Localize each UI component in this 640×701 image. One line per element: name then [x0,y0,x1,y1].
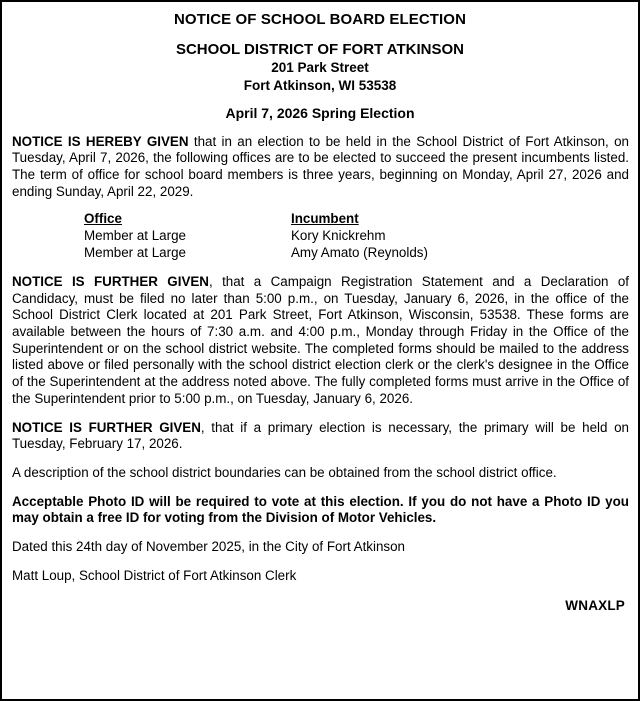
address-street: 201 Park Street [271,60,369,76]
election-date-line: April 7, 2026 Spring Election [225,104,415,121]
photo-id-text: Acceptable Photo ID will be required to vote at this election. If you do not have a Photo ID you may obtain a free ID for voting from the Division of Motor Vehicles. [12,493,629,526]
table-row [84,228,428,245]
column-header-incumbent: Incumbent [291,211,359,227]
table-header-row [84,211,428,228]
further-given-2-lead: NOTICE IS FURTHER GIVEN [12,419,201,435]
hereby-given-lead: NOTICE IS HEREBY GIVEN [12,133,189,149]
paragraph-hereby-given [12,134,629,201]
office-incumbent-table [84,211,428,262]
cell-office: Member at Large [84,245,186,261]
further-given-2-body: , that if a primary election is necessary, the primary will be held on Tuesday, February 17, 2026. [12,419,630,452]
column-header-office: Office [84,211,122,227]
further-given-1-lead: NOTICE IS FURTHER GIVEN [12,274,209,290]
paragraph-photo-id-requirement [12,494,629,527]
paragraph-dated: Dated this 24th day of November 2025, in the City of Fort Atkinson [12,538,406,554]
page-title: NOTICE OF SCHOOL BOARD ELECTION [174,11,466,28]
cell-incumbent: Amy Amato (Reynolds) [291,245,428,261]
notice-header [11,11,629,122]
address-city-state-zip: Fort Atkinson, WI 53538 [243,77,397,93]
district-name: SCHOOL DISTRICT OF FORT ATKINSON [175,41,465,58]
paragraph-further-given-filing [12,274,629,408]
cell-office: Member at Large [84,228,186,244]
publication-code: WNAXLP [565,598,625,614]
cell-incumbent: Kory Knickrehm [291,228,386,244]
paragraph-clerk-signature: Matt Loup, School District of Fort Atkinson Clerk [12,567,297,583]
paragraph-district-boundaries: A description of the school district boundaries can be obtained from the school district office. [12,464,557,480]
table-row [84,245,428,262]
paragraph-further-given-primary [12,420,629,453]
hereby-given-body: that in an election to be held in the School District of Fort Atkinson, on Tuesday, April 7, 2026, the following offices are to be elected to succeed the present incumbents listed. The term of office for school board members is three years, beginning on Monday, April 27, 2026 and ending Sunday, April 22, 2029. [12,133,629,199]
further-given-1-body: , that a Campaign Registration Statement and a Declaration of Candidacy, must be filed no later than 5:00 p.m., on Tuesday, January 6, 2026, in the office of the School District Clerk located at 201 Park Street, Fort Atkinson, Wisconsin, 53538. These forms are available between the hours of 7:30 a.m. and 4:00 p.m., Monday through Friday in the Office of the Superintendent or on the school district website. The completed forms should be mailed to the address listed above or filed personally with the school district election clerk or the clerk's designee in the Office of the Superintendent at the address noted above. The fully completed forms must arrive in the Office of the Superintendent prior to 5:00 p.m., on Tuesday, January 6, 2026. [12,274,629,406]
